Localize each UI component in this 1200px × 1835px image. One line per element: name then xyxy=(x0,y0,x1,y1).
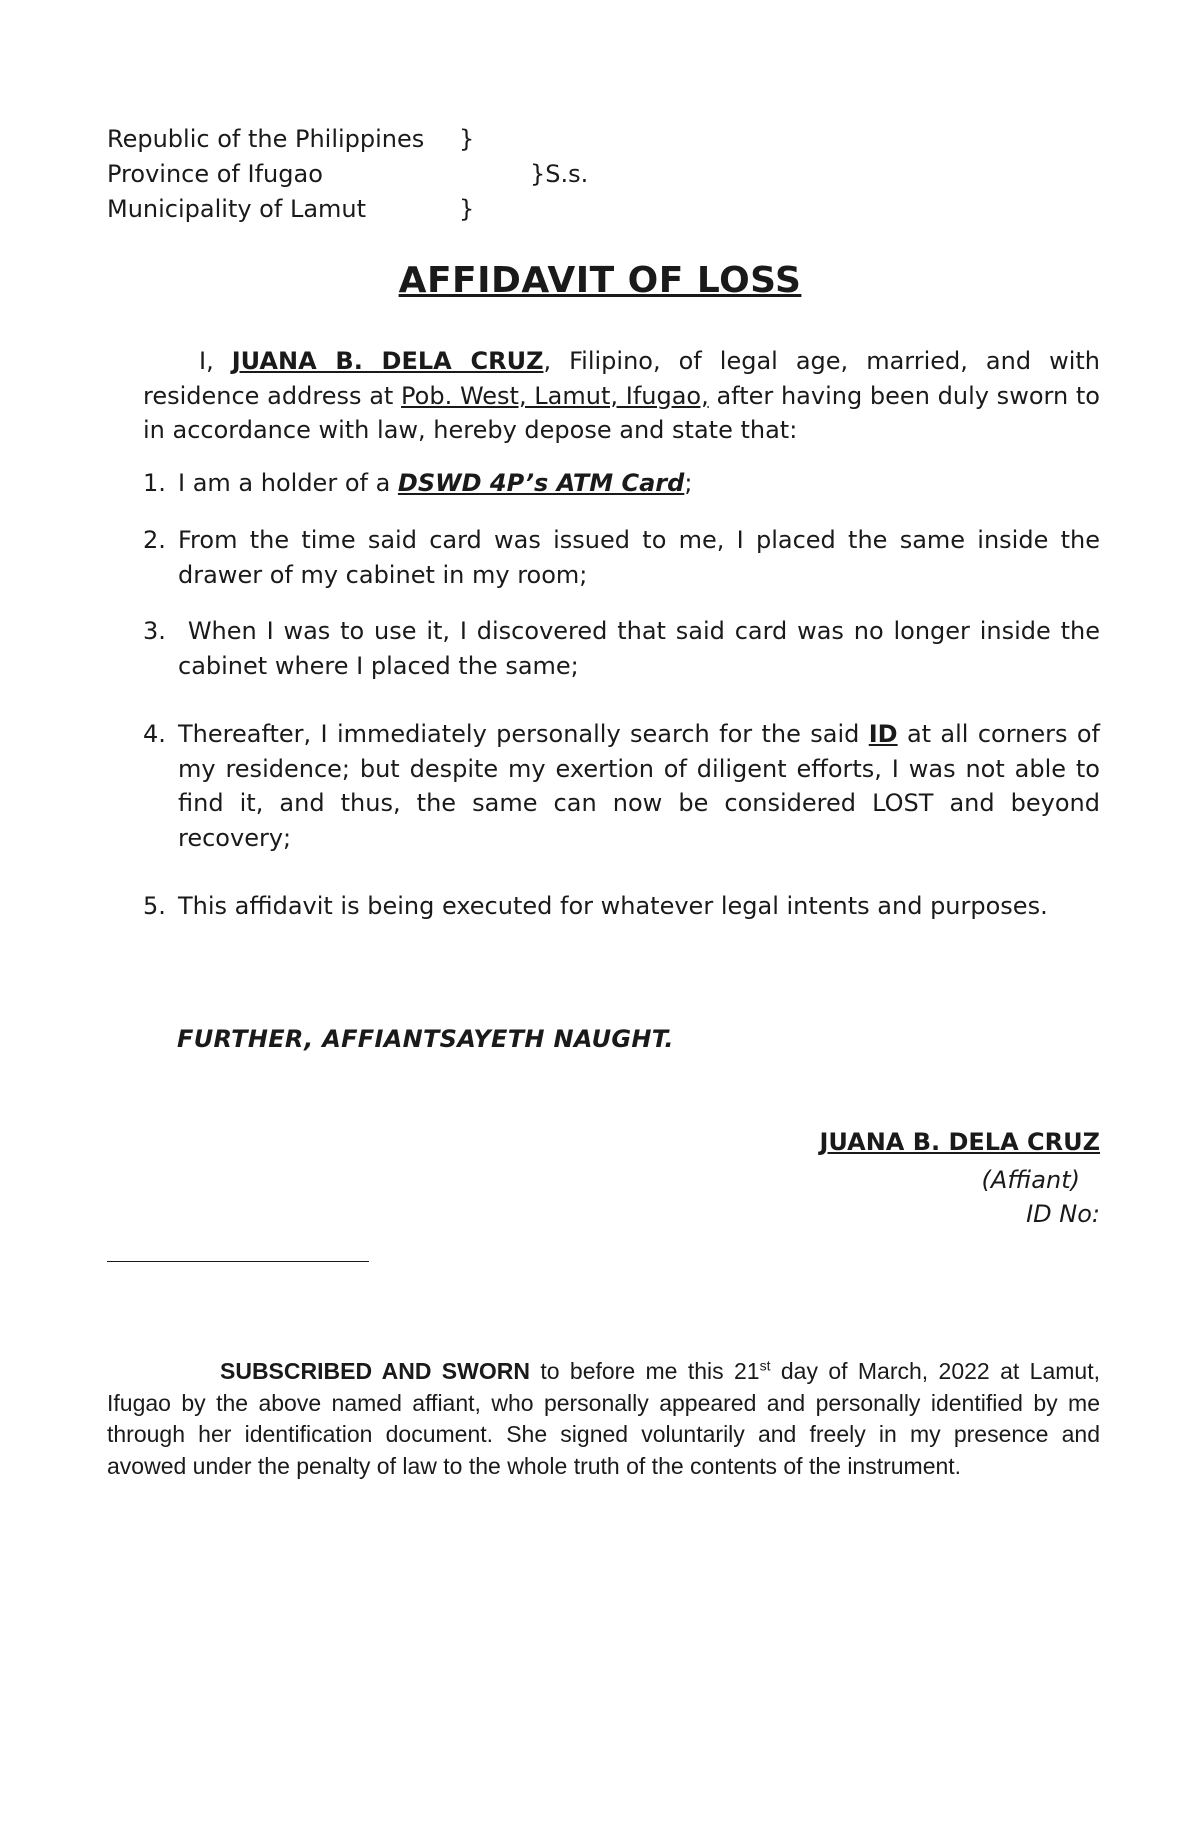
venue-block xyxy=(107,122,589,227)
affiant-name: JUANA B. DELA CRUZ xyxy=(231,347,544,375)
signature-role: (Affiant) xyxy=(981,1166,1080,1194)
venue-line-municipality: Municipality of Lamut } xyxy=(107,192,424,227)
venue-line-republic: Republic of the Philippines } xyxy=(107,122,424,157)
jurat-lead: SUBSCRIBED AND SWORN xyxy=(220,1358,530,1384)
signature-line xyxy=(107,1261,369,1262)
list-item: 5. This affidavit is being executed for whatever legal intents and purposes. xyxy=(143,892,1048,920)
list-item: 3. When I was to use it, I discovered that said card was no longer inside the cabinet where I placed the same; xyxy=(143,617,1108,680)
list-item: 1. I am a holder of a DSWD 4P’s ATM Card; xyxy=(143,469,693,497)
id-term: ID xyxy=(868,720,898,748)
card-name: DSWD 4P’s ATM Card xyxy=(397,469,685,497)
signature-id-label: ID No: xyxy=(1026,1200,1100,1228)
jurat-paragraph: SUBSCRIBED AND SWORN to before me this 21st day of March, 2022 at Lamut, Ifugao by the above named affiant, who personally appeared and personally identified by me through her identification document. She signed voluntarily and freely in my presence and avowed under the penalty of law to the whole truth of the contents of the instrument. xyxy=(107,1357,1100,1479)
venue-ss: }S.s. xyxy=(530,160,589,188)
closing-statement: FURTHER, AFFIANTSAYETH NAUGHT. xyxy=(177,1025,674,1053)
list-item: 2. From the time said card was issued to me, I placed the same inside the drawer of my cabinet in my room; xyxy=(143,526,1100,589)
venue-brace: } xyxy=(459,125,475,153)
venue-brace: } xyxy=(459,195,475,223)
intro-paragraph: I, JUANA B. DELA CRUZ, Filipino, of legal age, married, and with residence address at Pob. West, Lamut, Ifugao, after having been duly sworn to in accordance with law, hereby depose and state that: xyxy=(143,347,1100,444)
signature-name: JUANA B. DELA CRUZ xyxy=(819,1128,1100,1156)
document-title: AFFIDAVIT OF LOSS xyxy=(398,260,802,301)
venue-line-province: Province of Ifugao }S.s. xyxy=(107,157,424,192)
list-item: 4. Thereafter, I immediately personally search for the said ID at all corners of my residence; but despite my exertion of diligent efforts, I was not able to find it, and thus, the same can now be considered LOST and beyond recovery; xyxy=(143,720,1100,852)
affiant-address: Pob. West, Lamut, Ifugao, xyxy=(401,381,709,410)
